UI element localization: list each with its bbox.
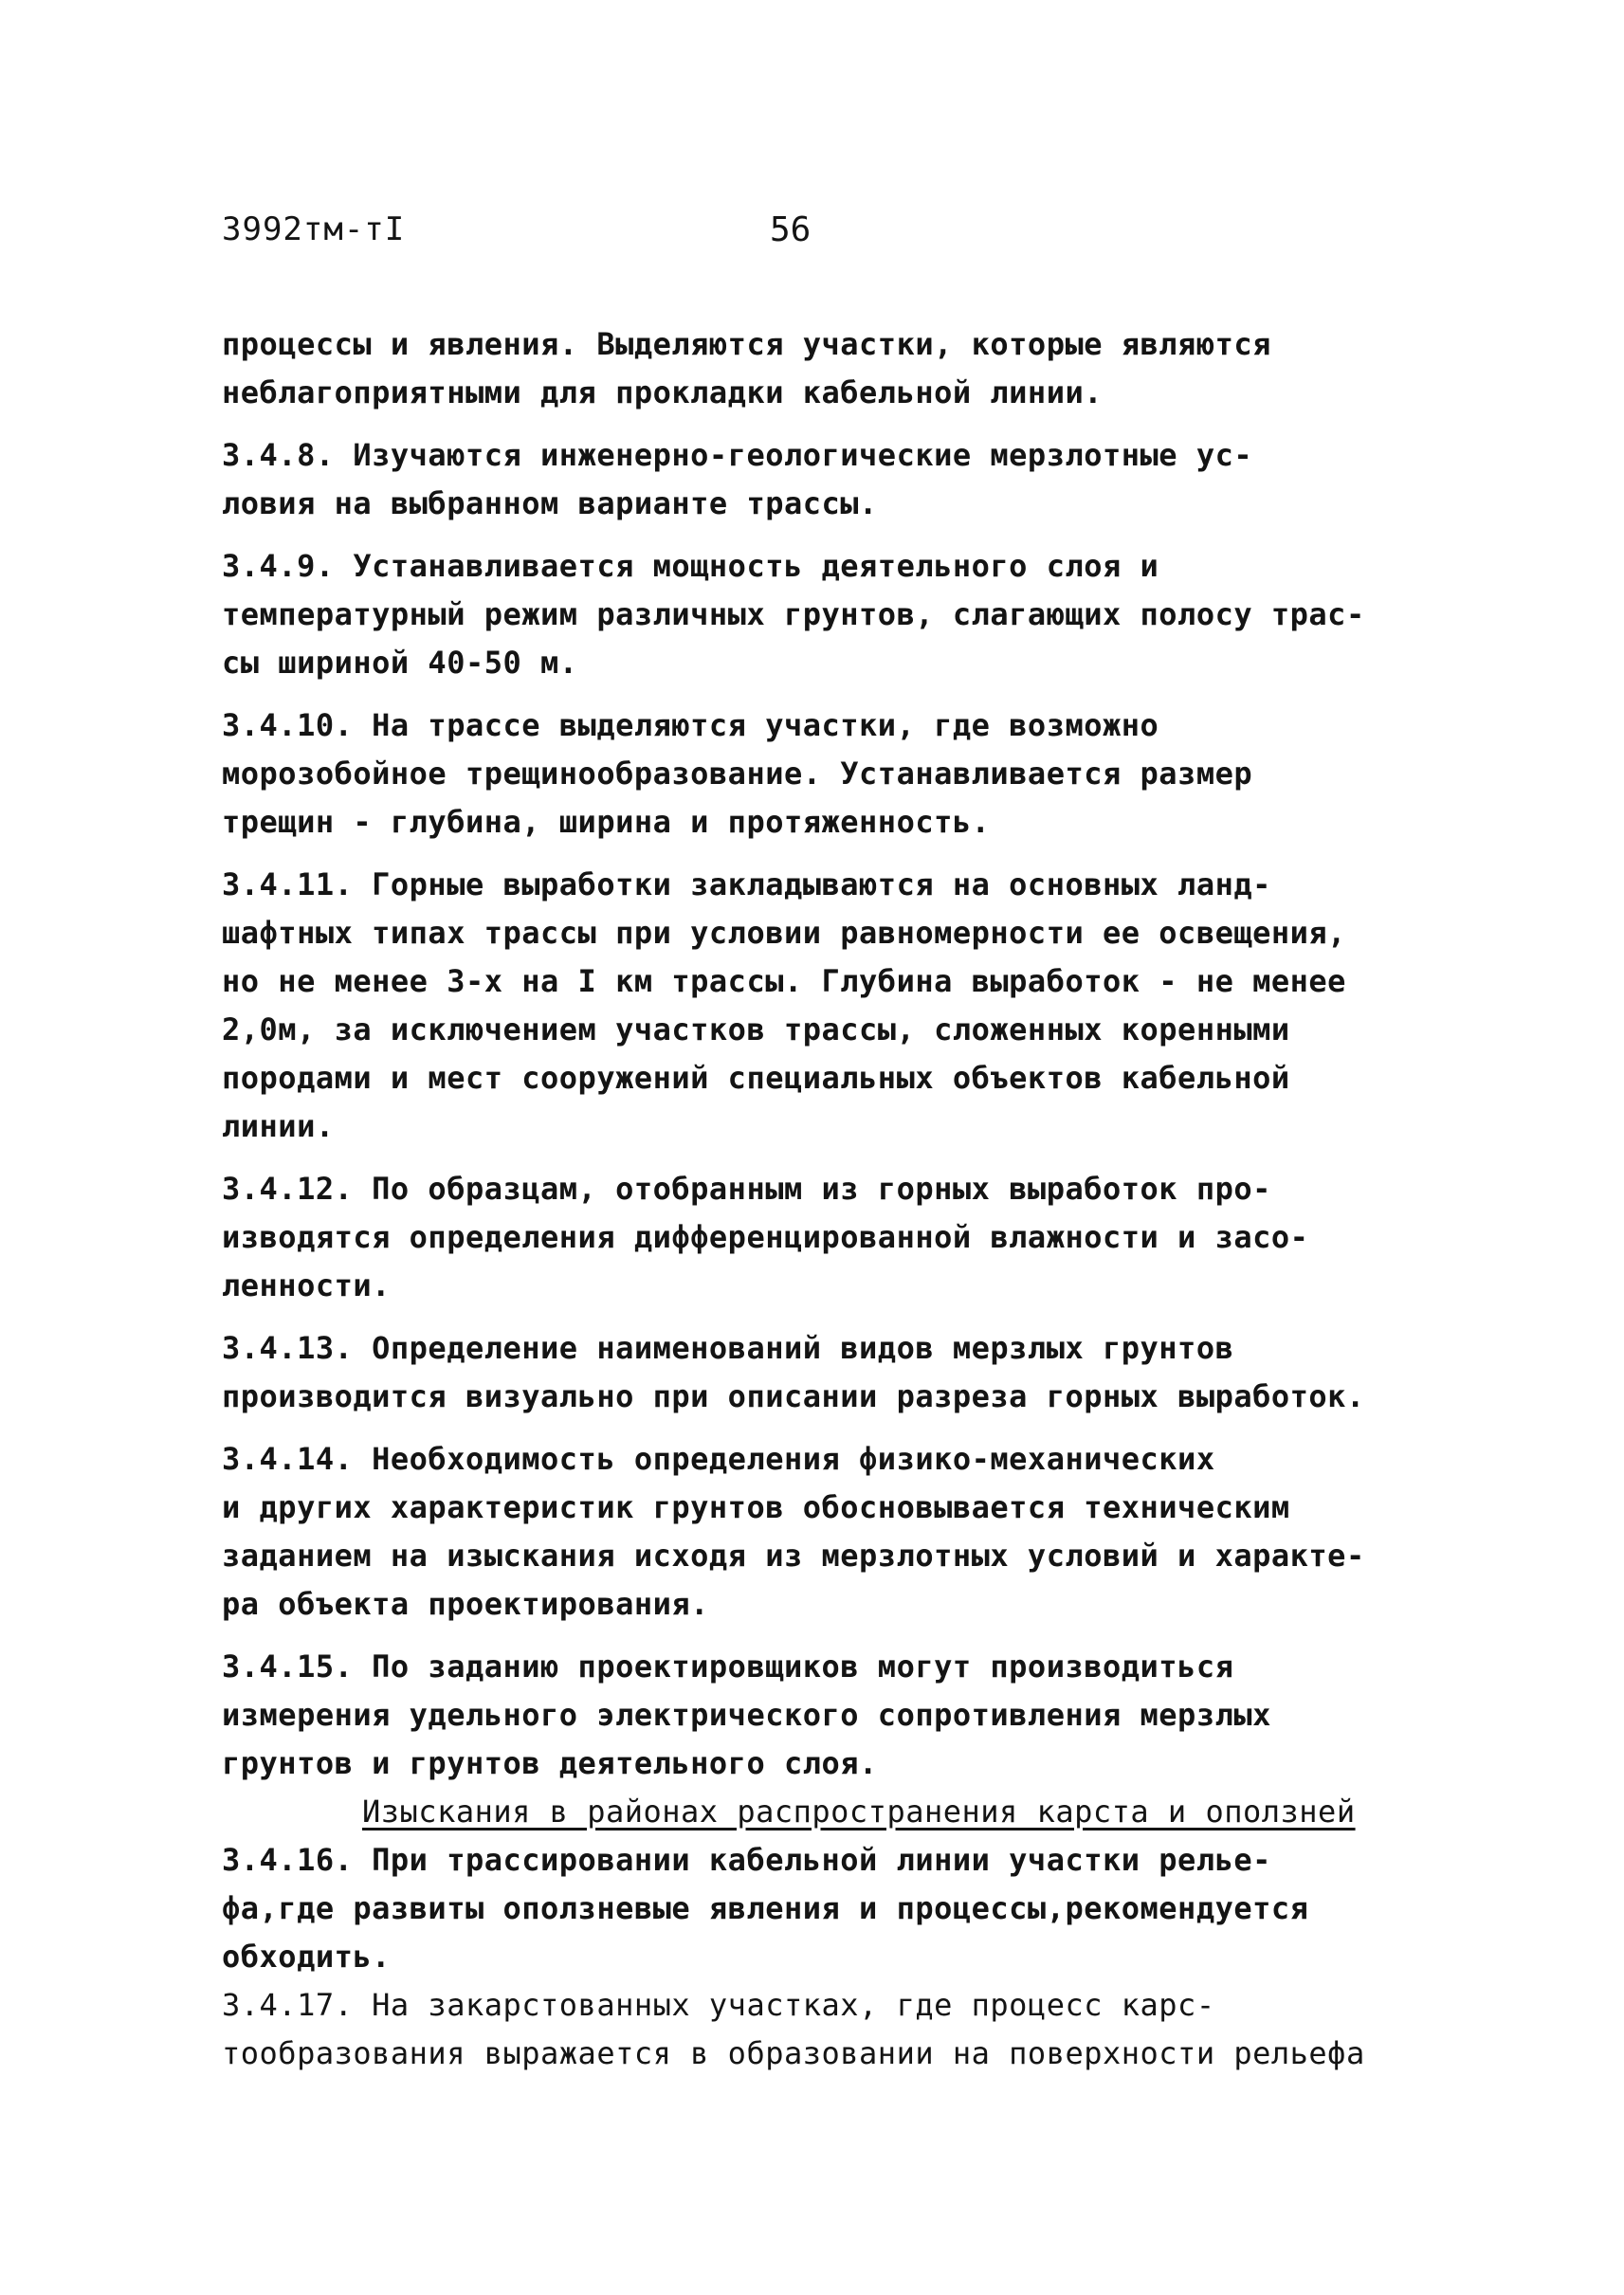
document-code: 3992тм-тI — [222, 210, 406, 248]
paragraph-3-4-16: 3.4.16. При трассировании кабельной линии участки релье- фа,где развиты оползневые явления и процессы,рекомендуется обходить. — [222, 1842, 1309, 1975]
paragraph-3-4-12: 3.4.12. По образцам, отобранным из горных выработок про- изводятся определения дифференцированной влажности и засо- ленности. — [222, 1171, 1309, 1303]
paragraph-3-4-14: 3.4.14. Необходимость определения физико-механических и других характеристик грунтов обосновывается техническим заданием на изыскания исходя из мерзлотных условий и характе- ра объекта проектирования. — [222, 1441, 1365, 1622]
paragraph-continuation: процессы и явления. Выделяются участки, которые являются неблагоприятными для прокладки кабельной линии. — [222, 326, 1271, 410]
paragraph-3-4-13: 3.4.13. Определение наименований видов мерзлых грунтов производится визуально при описании разреза горных выработок. — [222, 1330, 1365, 1414]
body-text — [222, 320, 1454, 2092]
paragraph-3-4-9: 3.4.9. Устанавливается мощность деятельного слоя и температурный режим различных грунтов, слагающих полосу трас- сы шириной 40-50 м. — [222, 548, 1365, 681]
paragraph-3-4-8: 3.4.8. Изучаются инженерно-геологические мерзлотные ус- ловия на выбранном варианте трассы. — [222, 437, 1253, 521]
page-number: 56 — [770, 210, 812, 249]
paragraph-3-4-15: 3.4.15. По заданию проектировщиков могут производиться измерения удельного электрического сопротивления мерзлых грунтов и грунтов деятельного слоя. — [222, 1648, 1271, 1781]
section-heading: Изыскания в районах распространения карста и оползней — [362, 1794, 1356, 1830]
page-header — [222, 210, 1454, 258]
paragraph-3-4-17: 3.4.17. На закарстованных участках, где процесс карс- тообразования выражается в образовании на поверхности рельефа — [222, 1987, 1365, 2071]
paragraph-3-4-11: 3.4.11. Горные выработки закладываются на основных ланд- шафтных типах трассы при условии равномерности ее освещения, но не менее 3-х на I км трассы. Глубина выработок - не менее 2,0м, за исключением участков трассы, сложенных коренными породами и мест сооружений специальных объектов кабельной линии. — [222, 866, 1346, 1144]
paragraph-3-4-10: 3.4.10. На трассе выделяются участки, где возможно морозобойное трещинообразование. Устанавливается размер трещин - глубина, ширина и протяженность. — [222, 707, 1253, 840]
